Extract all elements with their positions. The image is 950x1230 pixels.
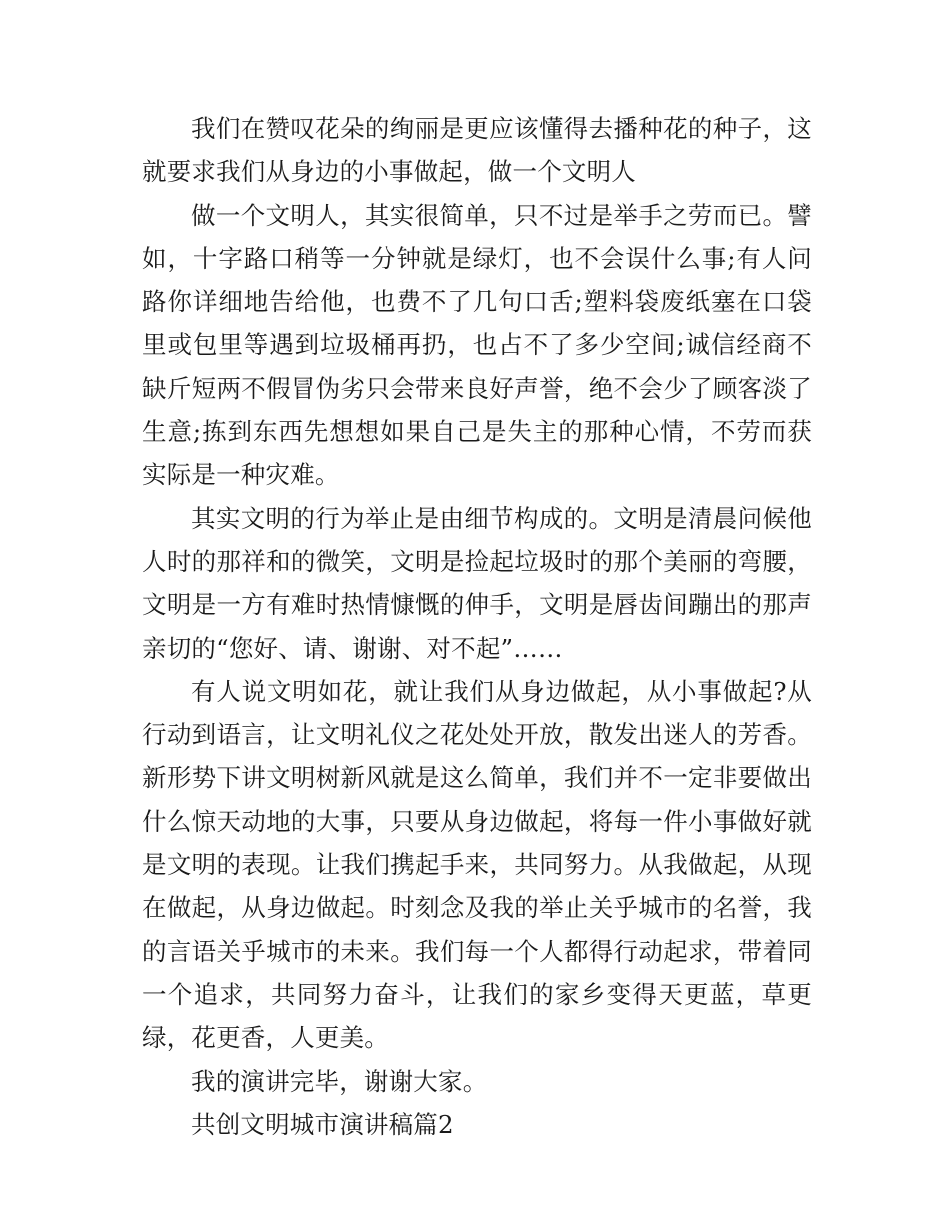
- section-heading: 共创文明城市演讲稿篇2: [191, 1109, 454, 1139]
- paragraph: 我们在赞叹花朵的绚丽是更应该懂得去播种花的种子，这就要求我们从身边的小事做起，做一个文明人: [142, 114, 812, 187]
- paragraph: 我的演讲完毕，谢谢大家。: [191, 1066, 488, 1096]
- paragraph: 做一个文明人，其实很简单，只不过是举手之劳而已。譬如，十字路口稍等一分钟就是绿灯，也不会误什么事;有人问路你详细地告给他，也费不了几句口舌;塑料袋废纸塞在口袋里或包里等遇到垃圾桶再扔，也占不了多少空间;诚信经商不缺斤短两不假冒伪劣只会带来良好声誉，绝不会少了顾客淡了生意;拣到东西先想想如果自己是失主的那种心情，不劳而获实际是一种灾难。: [142, 200, 812, 490]
- paragraph: 其实文明的行为举止是由细节构成的。文明是清晨问候他人时的那祥和的微笑，文明是捡起垃圾时的那个美丽的弯腰，文明是一方有难时热情慷慨的伸手，文明是唇齿间蹦出的那声亲切的“您好、请、谢谢、对不起”……: [142, 503, 812, 663]
- document-body: [142, 107, 812, 1146]
- paragraph: 有人说文明如花，就让我们从身边做起，从小事做起?从行动到语言，让文明礼仪之花处处开放，散发出迷人的芳香。新形势下讲文明树新风就是这么简单，我们并不一定非要做出什么惊天动地的大事，只要从身边做起，将每一件小事做好就是文明的表现。让我们携起手来，共同努力。从我做起，从现在做起，从身边做起。时刻念及我的举止关乎城市的名誉，我的言语关乎城市的未来。我们每一个人都得行动起求，带着同一个追求，共同努力奋斗，让我们的家乡变得天更蓝，草更绿，花更香，人更美。: [142, 676, 812, 1053]
